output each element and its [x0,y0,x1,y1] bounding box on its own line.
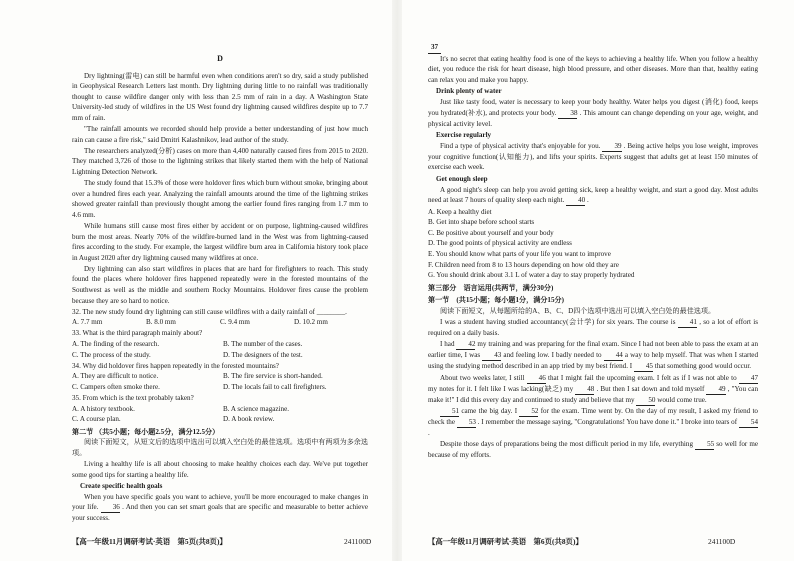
text-run: that I might fail the upcoming exam. I felt as if I was not able to [545,373,739,382]
paper-code: 241100D [344,537,372,547]
choice-item[interactable]: G. You should drink about 3.1 L of water a day to stay properly hydrated [428,271,635,280]
paragraph: The study found that 15.3% of those were holdover fires which burn without smoke, bringing about over a hundred fires each year. Analyzing the rainfall amounts around the time of the lightning strikes showed greater rainfall than previously thought among the earlier found fires ranging from 1.7 mm to 4.6 mm. [72,179,368,219]
page-footer: 【高一年级11月调研考试·英语 第5页(共8页)】 [72,537,227,547]
choice-item[interactable]: F. Children need from 8 to 13 hours depending on how old they are [428,260,619,269]
right-column [428,14,758,461]
paragraph-goals [72,492,368,524]
answer-option[interactable]: A. They are difficult to notice. [72,372,159,381]
choice-item[interactable]: B. Get into shape before school starts [428,218,535,227]
text-run: Find a type of physical activity that's enjoyable for you. [440,141,603,150]
option-group [72,371,368,392]
answer-option[interactable]: C. The process of the study. [72,350,151,359]
text-run: my notes for it. I felt like I was lacking(缺乏) my [428,384,576,393]
paragraph: The researchers analyzed(分析) cases on more than 4,400 naturally caused fires from 2015 to 2020. They matched 3,726 of those to the lightning strikes that likely started them with the help of National Lightning Detection Network. [72,146,368,176]
text-run: . [585,196,589,205]
cloze-paragraph [428,439,758,461]
option-group [72,339,368,360]
text-run: . [428,429,430,438]
answer-option[interactable]: C. Campers often smoke there. [72,382,160,391]
answer-option[interactable]: D. A book review. [223,415,275,424]
blank-44[interactable]: 44 [604,351,623,361]
choice-item[interactable]: C. Be positive about yourself and your body [428,228,554,237]
blank-36[interactable]: 36 [101,503,120,513]
answer-option[interactable]: D. 10.2 mm [294,318,328,327]
blank-43[interactable]: 43 [482,351,501,361]
option-group [72,317,368,328]
heading-sleep: Get enough sleep [436,174,488,183]
page-footer: 【高一年级11月调研考试·英语 第6页(共8页)】 [428,537,583,547]
choice-list [428,207,758,281]
blank-55[interactable]: 55 [695,440,714,450]
text-run: About two weeks later, I still [440,373,527,382]
text-run: , "You can make it!" I did this every day and continued to study and believe that my [428,384,758,404]
text-run: I was a student having studied accountancy(会计学) for six years. The course is [440,318,678,327]
section2-instruction: 阅读下面短文，从短文后的选项中选出可以填入空白处的最佳选项。选项中有两项为多余选项。 [72,438,368,457]
question-stem: 33. What is the third paragraph mainly about? [72,329,203,338]
blank-53[interactable]: 53 [457,418,476,428]
text-run: A good night's sleep can help you avoid getting sick, keep a healthy weight, and start a good day. Most adults need at least 7 hours of quality sleep each night. [428,185,758,205]
section-letter: D [217,54,223,63]
paragraph: "The rainfall amounts we recorded should help provide a better understanding of just how much rain can cause a fire risk," said Dmitri Kalashnikov, lead author of the study. [72,125,368,144]
section2-title: 第二节 （共5小题；每小题2.5分，满分12.5分） [72,427,220,436]
left-column [72,14,368,524]
text-run: When you have specific goals you want to achieve, you'll be more encouraged to make changes in your life. [72,492,368,512]
blank-40[interactable]: 40 [566,196,585,206]
text-run: my training and was preparing for the final exam. Since I had not been able to pass the exam at an earlier time, I was [428,340,758,360]
section1-title: 第一节 (共15小题；每小题1分，满分15分) [428,296,564,305]
blank-37: 37 [428,42,441,54]
blank-37-line [428,42,758,54]
text-run: for the exam. Time went by. On the day of my result, I asked my friend to check the [428,407,758,427]
answer-option[interactable]: B. A science magazine. [223,404,289,413]
blank-45[interactable]: 45 [634,362,653,372]
blank-46[interactable]: 46 [527,374,546,384]
passage-intro: Living a healthy life is all about choosing to make healthy choices each day. We've put together some good tips for starting a healthy life. [72,459,368,479]
question-stem: 35. From which is the text probably taken? [72,393,194,402]
answer-option[interactable]: B. The fire service is short-handed. [223,372,323,381]
text-run: came the big day. I [459,407,520,416]
text-run: . I remember the message saying, "Congratulations! You have done it." I broke into tears of [475,418,739,427]
choice-item[interactable]: D. The good points of physical activity are endless [428,239,572,248]
cloze-paragraph [428,373,758,406]
answer-option[interactable]: B. The number of the cases. [223,339,303,348]
page-gutter [392,0,402,561]
heading-exercise: Exercise regularly [436,131,492,140]
text-run: . Being active helps you lose weight, improves your cognitive function(认知能力), and lifts your spirits. Experts suggest that adults get at least 150 minutes of exercise each week. [428,141,758,172]
text-run: I had [440,340,457,349]
text-run: . This amount can change depending on your age, weight, and physical activity level. [428,108,758,128]
blank-39[interactable]: 39 [602,142,621,152]
answer-option[interactable]: D. The designers of the test. [223,350,303,359]
paragraph-sleep [428,185,758,207]
text-run: that something good would occur. [652,362,752,371]
text-run: a way to help myself. That was when I started using the studying method described in an app tried by my best friend. I [428,351,758,371]
cloze-passage [428,317,758,461]
paper-code: 241100D [708,537,736,547]
text-run: Despite those days of preparations being the most difficult period in my life, everything [440,440,696,449]
blank-49[interactable]: 49 [706,385,725,395]
blank-51[interactable]: 51 [440,407,459,417]
text-run: . And then you can set smart goals that are specific and measurable to better achieve your success. [72,503,368,523]
answer-option[interactable]: A. A history textbook. [72,404,135,413]
text-run: , so a lot of effort is required on a daily basis. [428,318,758,338]
option-group [72,404,368,425]
choice-item[interactable]: E. You should know what parts of your life you want to improve [428,250,611,258]
cloze-paragraph [428,406,758,439]
heading-goals: Create specific health goals [80,482,163,491]
blank-48[interactable]: 48 [575,385,594,395]
paragraph-exercise [428,141,758,173]
text-run: . But then I sat down and told myself [594,384,707,393]
paragraph: Dry lightning can also start wildfires in places that are hard for firefighters to reach. This study found the places where holdover fires happened repeatedly were in the forested mountains of the Southwest as well as the middle and southern Rocky Mountains. Holdover fires cause the problem because they are so hard to notice. [72,264,368,305]
answer-option[interactable]: A. The finding of the research. [72,339,160,348]
paragraph: While humans still cause most fires either by accident or on purpose, lightning-caused wildfires burn the most areas. Nearly 70% of the wildfire-burned land in the West was from lightning-caused fires according to the study. For example, the largest wildfire burn area in California history took place in August 2020 after dry lightning caused many wildfires at once. [72,221,368,262]
blank-41[interactable]: 41 [678,318,697,328]
choice-item[interactable]: A. Keep a healthy diet [428,207,492,216]
text-run: so well for me because of my efforts. [428,440,758,460]
part3-title: 第三部分 语言运用(共两节，满分30分) [428,283,554,292]
section1-instruction: 阅读下面短文，从每题所给的A、B、C、D四个选项中选出可以填入空白处的最佳选项。 [440,306,716,315]
text-run: and feeling low. I badly needed to [501,351,604,360]
question-list [72,307,368,425]
blank-42[interactable]: 42 [456,340,475,350]
passage-d [72,71,368,307]
paragraph: Dry lightning(雷电) can still be harmful even when conditions aren't so dry, said a study published in Geophysical Research Letters last month. Dry lightning during little to no rainfall was traditionally thought to cause wildfire danger only with less than 2.5 mm of rain in a day. A Washington State University-led study of wildfires in the US West found dry lightning caused wildfires despite up to 7.7 mm of rain. [72,71,368,122]
right-page [402,14,784,548]
text-run: Just like tasty food, water is necessary to keep your body healthy. Water helps you digest (消化) food, keeps you hydrated(补水), and protects your body. [428,97,758,117]
blank-52[interactable]: 52 [519,407,538,417]
answer-option[interactable]: C. A course plan. [72,415,121,424]
heading-water: Drink plenty of water [436,87,502,96]
answer-option[interactable]: C. 9.4 mm [220,318,250,327]
answer-option[interactable]: D. The locals fail to call firefighters. [223,382,327,391]
answer-option[interactable]: B. 8.0 mm [146,318,176,327]
blank-54[interactable]: 54 [739,418,758,428]
text-run: would come true. [655,395,707,404]
left-page [10,14,392,548]
question-stem: 32. The new study found dry lightning can still cause wildfires with a daily rainfall of ________. [72,307,347,316]
blank-38[interactable]: 38 [558,109,577,119]
paragraph-water [428,97,758,129]
cloze-paragraph [428,339,758,372]
cloze-paragraph [428,317,758,339]
answer-option[interactable]: A. 7.7 mm [72,318,103,327]
paragraph-diet: It's no secret that eating healthy food is one of the keys to achieving a healthy life. When you follow a healthy diet, you reduce the risk for heart disease, high blood pressure, and other diseases. More than that, healthy eating can relax you and make you happy. [428,54,758,84]
blank-50[interactable]: 50 [636,396,655,406]
blank-47[interactable]: 47 [739,374,758,384]
question-stem: 34. Why did holdover fires happen repeatedly in the forested mountains? [72,361,279,370]
